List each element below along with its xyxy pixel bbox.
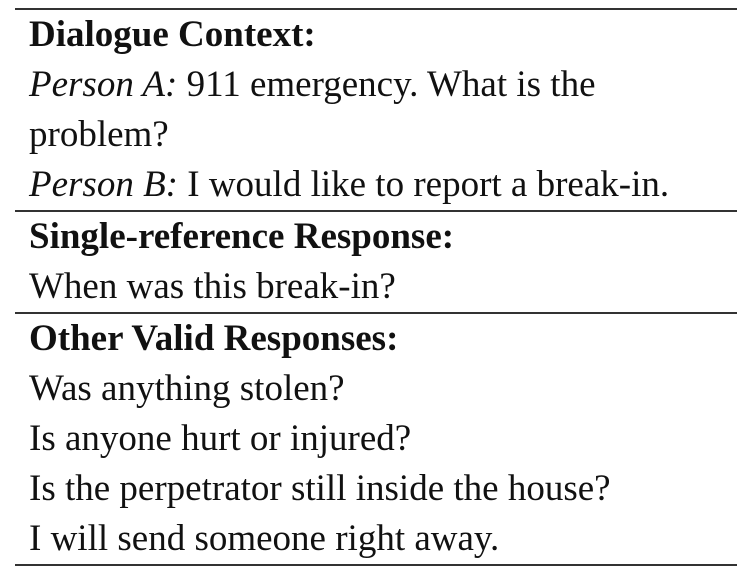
other-valid-response: Is anyone hurt or injured? xyxy=(29,418,412,459)
other-valid-section xyxy=(15,314,737,564)
speaker-b-label: Person B: xyxy=(29,164,178,205)
dialogue-turn-a xyxy=(29,60,729,110)
turn-a-text-line1: 911 emergency. What is the xyxy=(177,64,596,105)
turn-b-text: I would like to report a break-in. xyxy=(178,164,670,205)
dialogue-turn-b xyxy=(29,160,729,210)
other-valid-response: I will send someone right away. xyxy=(29,518,500,559)
dialogue-context-section xyxy=(15,10,737,210)
speaker-a-label: Person A: xyxy=(29,64,178,105)
turn-a-text-line2: problem? xyxy=(29,114,169,155)
other-valid-response: Is the perpetrator still inside the house? xyxy=(29,468,611,509)
example-table xyxy=(15,8,737,566)
single-reference-response: When was this break-in? xyxy=(29,266,396,307)
other-valid-heading: Other Valid Responses: xyxy=(29,318,399,359)
dialogue-context-heading: Dialogue Context: xyxy=(29,14,316,55)
single-reference-heading: Single-reference Response: xyxy=(29,216,455,257)
other-valid-response: Was anything stolen? xyxy=(29,368,345,409)
single-reference-section xyxy=(15,212,737,312)
